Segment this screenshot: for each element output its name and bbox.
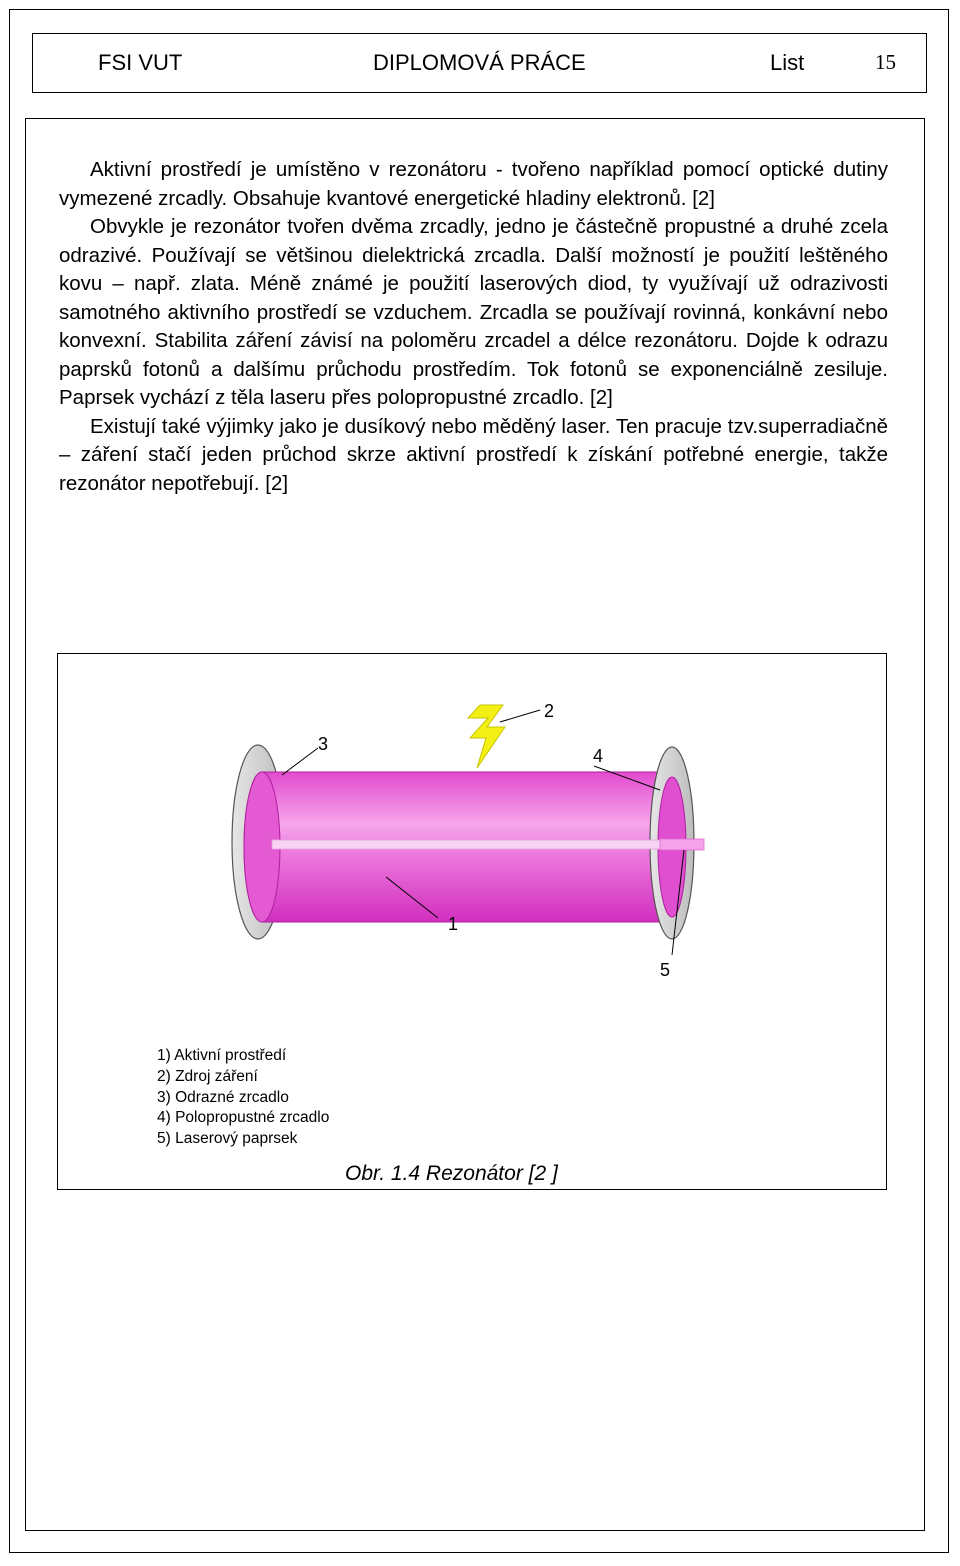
legend-item: 3) Odrazné zrcadlo [157, 1088, 289, 1106]
laser-beam-inner [272, 840, 662, 849]
radiation-source-bolt [468, 705, 505, 768]
figure-caption-text: Obr. 1.4 Rezonátor [2 ] [345, 1162, 558, 1185]
label-5: 5 [660, 960, 671, 980]
header-list-label: List [770, 50, 805, 75]
figure-legend [157, 1046, 329, 1150]
header-school: FSI VUT [98, 50, 183, 75]
legend-item: 1) Aktivní prostředí [157, 1047, 287, 1064]
laser-beam-output [660, 839, 704, 850]
label-3: 3 [318, 734, 329, 754]
header-page-number: 15 [875, 50, 896, 74]
label-2: 2 [544, 701, 555, 721]
label-4: 4 [593, 746, 604, 766]
paragraph-resonator: Obvykle je rezonátor tvořen dvěma zrcadly, jedno je částečně propustné a druhé zcela odrazivé. Používají se většinou dielektrická zrcadla. Další možností je použití leštěného kovu – např. zlata. Méně známé je použití laserových diod, ty využívají už odrazivosti samotného aktivního prostředí se vzduchem. Zrcadla se používají rovinná, konkávní nebo konvexní. Stabilita záření závisí na poloměru zrcadel a délce rezonátoru. Dojde k odrazu paprsků fotonů a dalšímu průchodu prostředím. Tok fotonů se exponenciálně zesiluje. Paprsek vychází z těla laseru přes polopropustné zrcadlo. [2] [59, 215, 888, 409]
header-title: DIPLOMOVÁ PRÁCE [373, 50, 586, 75]
legend-item: 5) Laserový paprsek [157, 1130, 298, 1148]
legend-item: 2) Zdroj záření [157, 1067, 258, 1085]
paragraph-active-medium: Aktivní prostředí je umístěno v rezonátoru - tvořeno například pomocí optické dutiny vymezené zrcadly. Obsahuje kvantové energetické hladiny elektronů. [2] [59, 158, 888, 210]
leader-line-2 [500, 710, 540, 722]
label-1: 1 [448, 914, 459, 934]
leader-line-3 [282, 748, 318, 775]
paragraph-exceptions: Existují také výjimky jako je dusíkový nebo měděný laser. Ten pracuje tzv.superradiačně – záření stačí jeden průchod skrze aktivní prostředí k získání potřebné energie, takže rezonátor nepotřebují. [2] [59, 414, 888, 495]
legend-item: 4) Polopropustné zrcadlo [157, 1109, 330, 1127]
